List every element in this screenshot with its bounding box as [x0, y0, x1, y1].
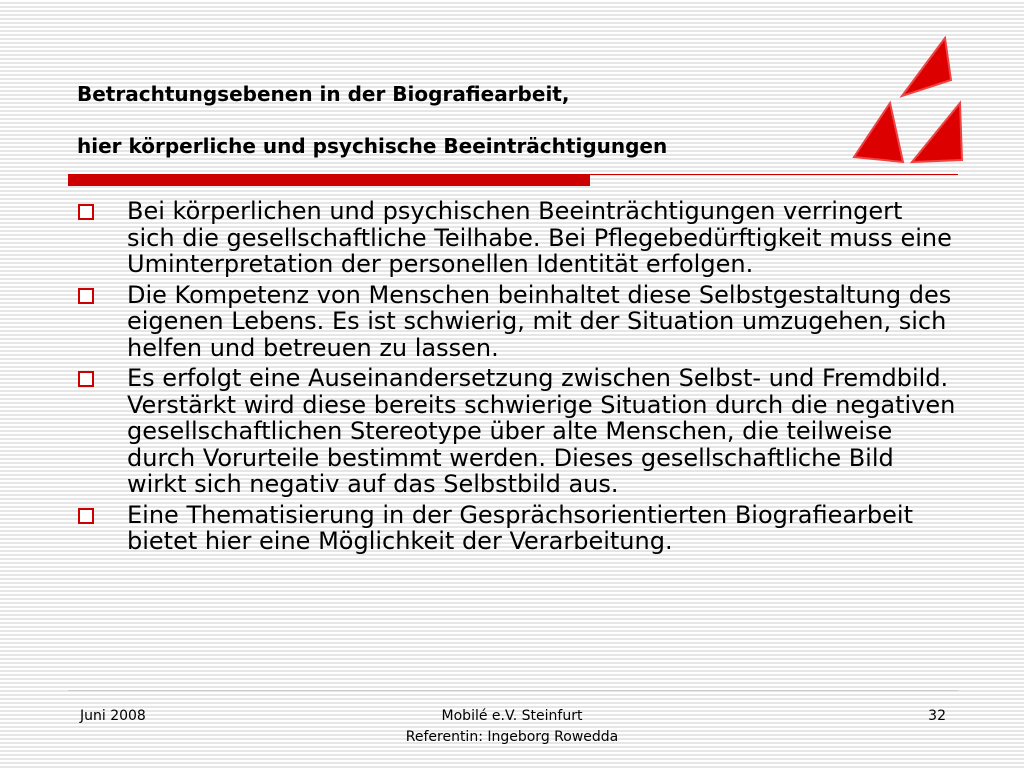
footer-org: Mobilé e.V. Steinfurt — [441, 708, 583, 724]
footer-date: Juni 2008 — [80, 708, 146, 724]
footer-center — [312, 706, 712, 748]
hollow-square-bullet-icon — [78, 288, 94, 304]
footer-speaker: Referentin: Ingeborg Rowedda — [405, 729, 619, 745]
bullet-text: Bei körperlichen und psychischen Beeinträchtigungen verringert sich die gesellschaftliche Teilhabe. Bei Pflegebedürftigkeit muss eine Uminterpretation der personellen Identität erfolgen. — [127, 197, 952, 278]
slide-title-line1: Betrachtungsebenen in der Biografiearbeit, — [77, 82, 570, 106]
title-underline-thick — [68, 175, 590, 186]
hollow-square-bullet-icon — [78, 371, 94, 387]
red-triangles-logo-icon — [848, 36, 968, 166]
page-number: 32 — [928, 708, 946, 724]
hollow-square-bullet-icon — [78, 508, 94, 524]
bullet-text: Es erfolgt eine Auseinandersetzung zwischen Selbst- und Fremdbild. Verstärkt wird diese bereits schwierige Situation durch die negativen gesellschaftlichen Stereotype über alte Menschen, die teilweise durch Vorurteile bestimmt werden. Dieses gesellschaftliche Bild wirkt sich negativ auf das Selbstbild aus. — [127, 364, 956, 498]
list-item — [76, 365, 956, 498]
footer-divider — [68, 690, 958, 691]
slide-title-line2: hier körperliche und psychische Beeinträchtigungen — [77, 134, 668, 158]
bullet-list — [76, 198, 956, 559]
bullet-text: Eine Thematisierung in der Gesprächsorientierten Biografiearbeit bietet hier eine Möglichkeit der Verarbeitung. — [127, 500, 913, 555]
slide-title — [77, 80, 837, 160]
list-item — [76, 282, 956, 362]
list-item — [76, 502, 956, 555]
bullet-text: Die Kompetenz von Menschen beinhaltet diese Selbstgestaltung des eigenen Lebens. Es ist schwierig, mit der Situation umzugehen, sich helfen und betreuen zu lassen. — [127, 280, 952, 362]
hollow-square-bullet-icon — [78, 204, 94, 220]
title-underline — [68, 174, 958, 188]
list-item — [76, 198, 956, 278]
